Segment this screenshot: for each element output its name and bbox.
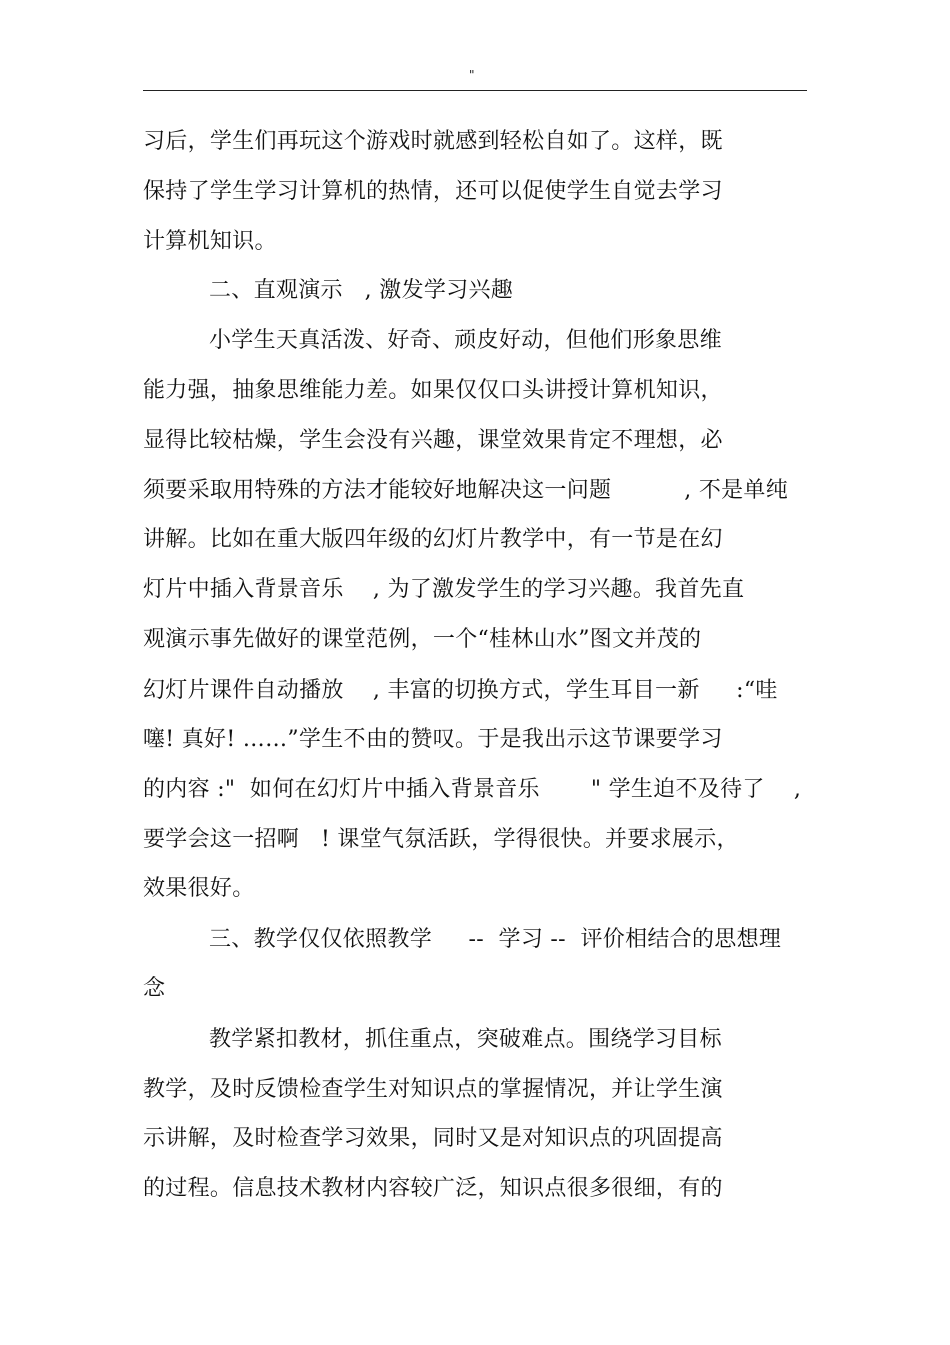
text-line: 噻! 真好! ……”学生不由的赞叹。于是我出示这节课要学习 bbox=[143, 727, 723, 752]
text-line: 教学紧扣教材，抓住重点，突破难点。围绕学习目标 bbox=[209, 1027, 722, 1052]
text-line: 的内容 :" 如何在幻灯片中插入背景音乐 " 学生迫不及待了 , bbox=[143, 777, 802, 802]
text-line: 教学，及时反馈检查学生对知识点的掌握情况，并让学生演 bbox=[143, 1077, 723, 1102]
text-line: 效果很好。 bbox=[143, 876, 255, 901]
text-line: 要学会这一招啊 ! 课堂气氛活跃，学得很快。并要求展示， bbox=[143, 827, 739, 852]
text-line: 幻灯片课件自动播放 , 丰富的切换方式，学生耳目一新 :“哇 bbox=[143, 678, 778, 703]
text-line: 保持了学生学习计算机的热情，还可以促使学生自觉去学习 bbox=[143, 179, 723, 204]
text-line: 小学生天真活泼、好奇、顽皮好动，但他们形象思维 bbox=[209, 328, 722, 353]
text-line: 能力强，抽象思维能力差。如果仅仅口头讲授计算机知识， bbox=[143, 378, 723, 403]
text-line: 计算机知识。 bbox=[143, 229, 277, 254]
section-heading: 三、教学仅仅依照教学 -- 学习 -- 评价相结合的思想理 bbox=[209, 927, 782, 952]
header-rule bbox=[143, 90, 807, 91]
text-line: 显得比较枯燥，学生会没有兴趣，课堂效果肯定不理想，必 bbox=[143, 428, 723, 453]
text-line: 须要采取用特殊的方法才能较好地解决这一问题 , 不是单纯 bbox=[143, 478, 789, 503]
section-heading: 二、直观演示 , 激发学习兴趣 bbox=[209, 278, 514, 303]
text-line: 念 bbox=[143, 976, 166, 1001]
text-line: 示讲解，及时检查学习效果，同时又是对知识点的巩固提高 bbox=[143, 1126, 723, 1151]
text-line: 讲解。比如在重大版四年级的幻灯片教学中，有一节是在幻 bbox=[143, 527, 723, 552]
text-line: 的过程。信息技术教材内容较广泛，知识点很多很细，有的 bbox=[143, 1176, 723, 1201]
text-line: 灯片中插入背景音乐 , 为了激发学生的学习兴趣。我首先直 bbox=[143, 577, 745, 602]
page-header-mark: " bbox=[469, 68, 475, 82]
text-line: 观演示事先做好的课堂范例，一个“桂林山水”图文并茂的 bbox=[143, 627, 702, 652]
text-line: 习后，学生们再玩这个游戏时就感到轻松自如了。这样，既 bbox=[143, 129, 723, 154]
